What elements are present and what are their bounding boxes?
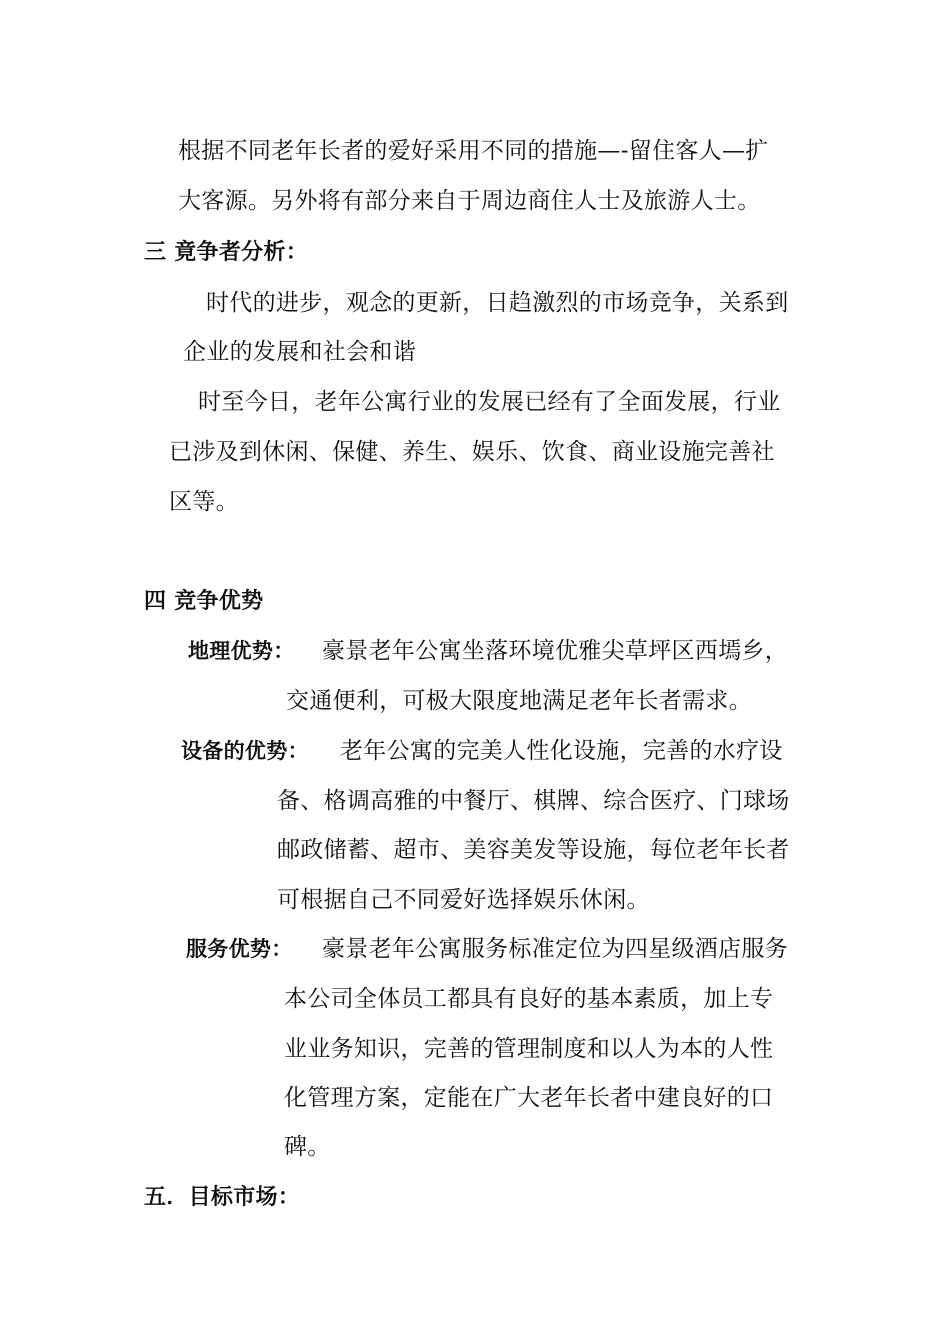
section3-para1-line2: 企业的发展和社会和谐 — [183, 339, 416, 365]
service-advantage-line-4: 化管理方案，定能在广大老年长者中建良好的口 — [284, 1085, 774, 1111]
section3-para2-line2: 已涉及到休闲、保健、养生、娱乐、饮食、商业设施完善社 — [169, 439, 775, 465]
service-advantage-line-2: 本公司全体员工都具有良好的基本素质，加上专 — [284, 986, 774, 1012]
section3-para1-line1: 时代的进步，观念的更新，日趋激烈的市场竞争，关系到 — [206, 290, 789, 316]
intro-line-2: 大客源。另外将有部分来自于周边商住人士及旅游人士。 — [178, 188, 761, 214]
equipment-advantage-line-1: 老年公寓的完美人性化设施，完善的水疗设 — [340, 738, 783, 764]
section3-para2-line1: 时至今日，老年公寓行业的发展已经有了全面发展，行业 — [198, 389, 781, 415]
section4-heading: 四 竞争优势 — [144, 589, 264, 614]
geo-advantage-label: 地理优势： — [188, 639, 295, 663]
equipment-advantage-line-2: 备、格调高雅的中餐厅、棋牌、综合医疗、门球场 — [277, 788, 790, 814]
service-advantage-line-1: 豪景老年公寓服务标准定位为四星级酒店服务 — [322, 936, 788, 962]
intro-line-1: 根据不同老年长者的爱好采用不同的措施—-留住客人—扩 — [178, 138, 769, 164]
service-advantage-label: 服务优势： — [186, 937, 293, 961]
equipment-advantage-label: 设备的优势： — [181, 739, 309, 763]
equipment-advantage-line-4: 可根据自己不同爱好选择娱乐休闲。 — [277, 887, 650, 913]
section3-para2-line3: 区等。 — [169, 489, 239, 515]
equipment-advantage-line-3: 邮政储蓄、超市、美容美发等设施，每位老年长者 — [277, 837, 790, 863]
geo-advantage-line-2: 交通便利，可极大限度地满足老年长者需求。 — [286, 688, 752, 714]
section5-heading: 五．目标市场： — [144, 1185, 301, 1210]
geo-advantage-line-1: 豪景老年公寓坐落环境优雅尖草坪区西墕乡， — [322, 638, 788, 664]
service-advantage-line-5: 碑。 — [284, 1134, 331, 1160]
section3-heading: 三 竟争者分析： — [144, 240, 309, 265]
service-advantage-line-3: 业业务知识，完善的管理制度和以人为本的人性 — [284, 1036, 774, 1062]
